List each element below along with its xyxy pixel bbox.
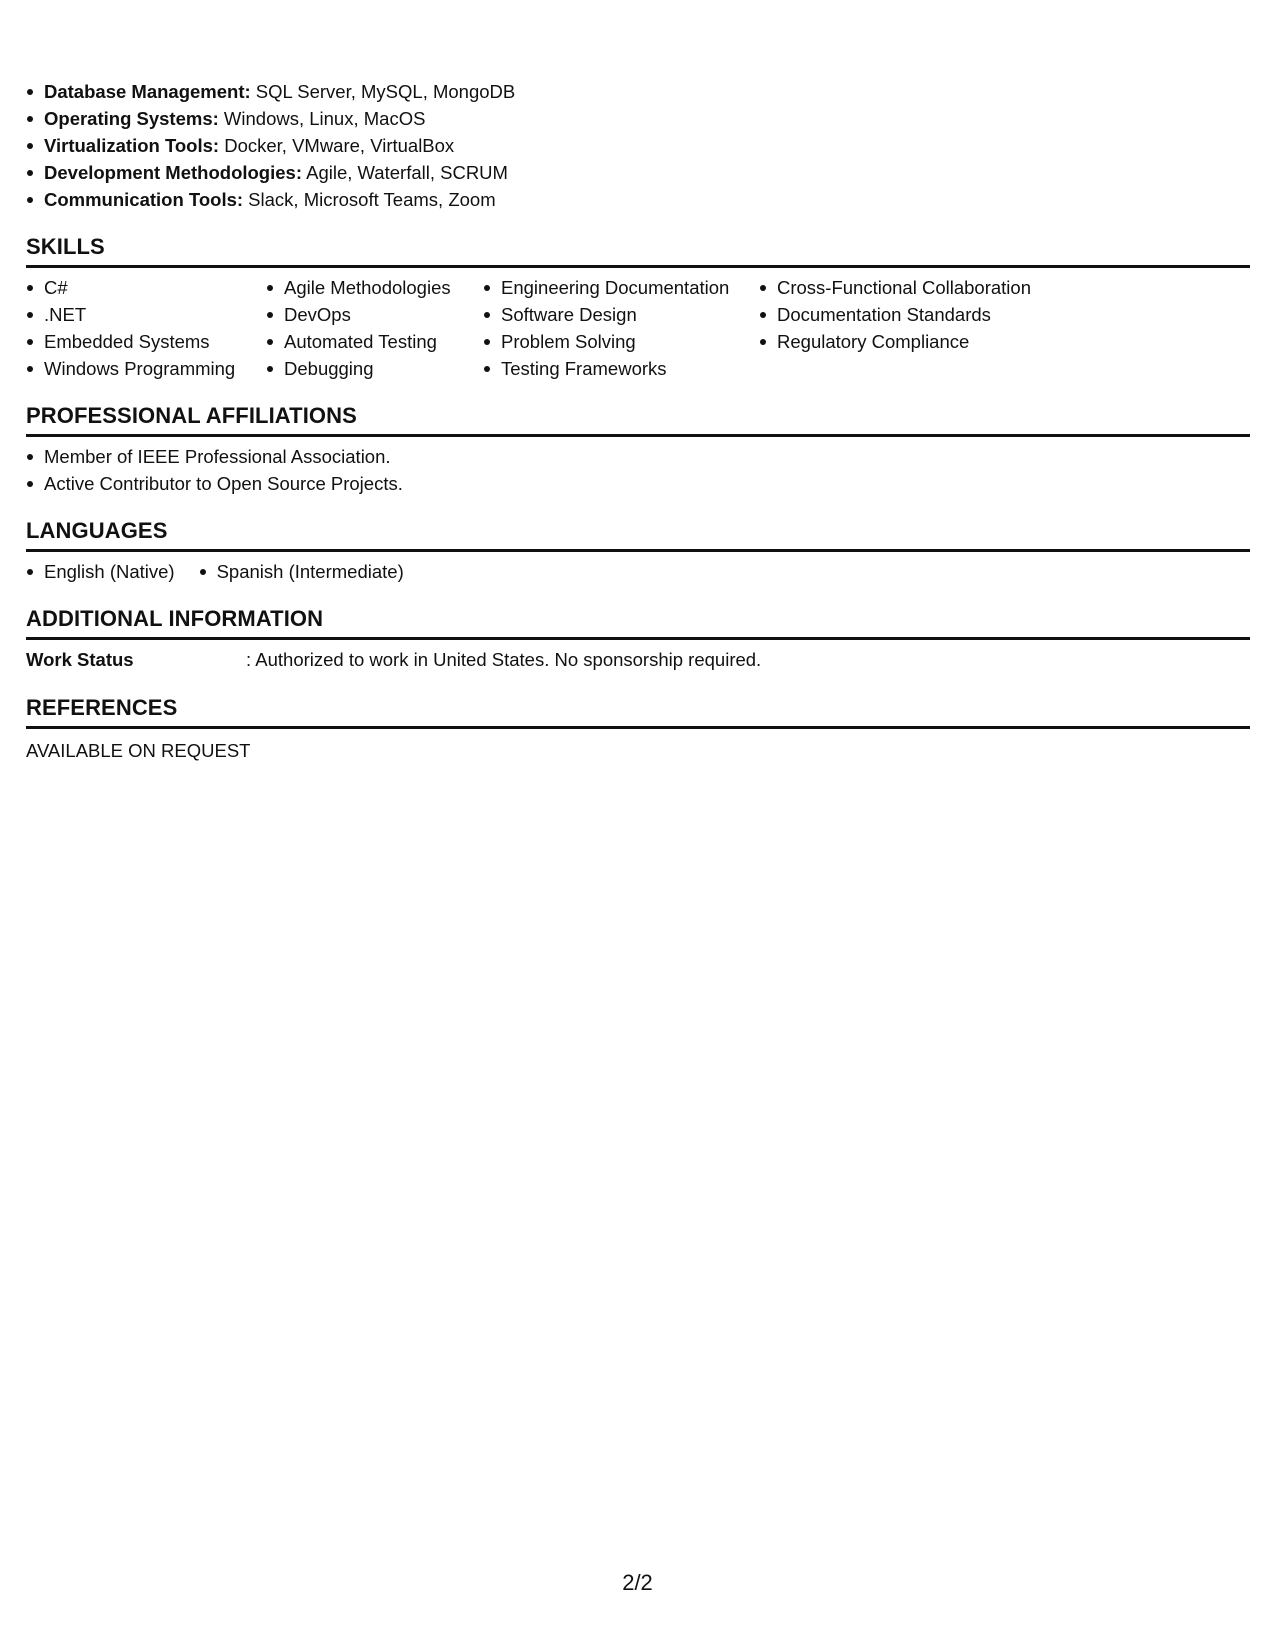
skills-heading: SKILLS bbox=[26, 233, 1250, 268]
list-item: Regulatory Compliance bbox=[759, 328, 1059, 355]
list-item: Member of IEEE Professional Association. bbox=[26, 443, 1250, 470]
languages-heading: LANGUAGES bbox=[26, 517, 1250, 552]
work-status-value: : Authorized to work in United States. No sponsorship required. bbox=[246, 649, 762, 670]
list-item: Debugging bbox=[266, 355, 483, 382]
list-item: Problem Solving bbox=[483, 328, 759, 355]
list-item: Development Methodologies: Agile, Waterfall, SCRUM bbox=[26, 159, 1250, 186]
list-item: DevOps bbox=[266, 301, 483, 328]
skills-grid bbox=[26, 274, 1250, 382]
list-item: Operating Systems: Windows, Linux, MacOS bbox=[26, 105, 1250, 132]
list-item: Active Contributor to Open Source Projects. bbox=[26, 470, 1250, 497]
list-item: .NET bbox=[26, 301, 266, 328]
list-item: Database Management: SQL Server, MySQL, MongoDB bbox=[26, 78, 1250, 105]
list-item: Spanish (Intermediate) bbox=[199, 558, 404, 585]
skills-column bbox=[26, 274, 266, 382]
affiliations-heading: PROFESSIONAL AFFILIATIONS bbox=[26, 402, 1250, 437]
list-item: Testing Frameworks bbox=[483, 355, 759, 382]
languages-list bbox=[26, 558, 1250, 585]
list-item: Agile Methodologies bbox=[266, 274, 483, 301]
list-item: Software Design bbox=[483, 301, 759, 328]
skills-column bbox=[266, 274, 483, 382]
list-item: Engineering Documentation bbox=[483, 274, 759, 301]
list-item: Communication Tools: Slack, Microsoft Teams, Zoom bbox=[26, 186, 1250, 213]
work-status-row bbox=[26, 646, 1250, 673]
list-item: English (Native) bbox=[26, 558, 175, 585]
references-heading: REFERENCES bbox=[26, 694, 1250, 729]
list-item: Windows Programming bbox=[26, 355, 266, 382]
references-text: AVAILABLE ON REQUEST bbox=[26, 740, 251, 761]
skills-column bbox=[483, 274, 759, 382]
technical-skills-list bbox=[26, 78, 1250, 213]
list-item: Virtualization Tools: Docker, VMware, VirtualBox bbox=[26, 132, 1250, 159]
affiliations-list bbox=[26, 443, 1250, 497]
resume-page bbox=[26, 78, 1250, 764]
list-item: Documentation Standards bbox=[759, 301, 1059, 328]
list-item: Embedded Systems bbox=[26, 328, 266, 355]
list-item: Cross-Functional Collaboration bbox=[759, 274, 1059, 301]
skills-column bbox=[759, 274, 1059, 382]
work-status-label: Work Status bbox=[26, 649, 134, 670]
list-item: C# bbox=[26, 274, 266, 301]
page-number: 2/2 bbox=[622, 1570, 653, 1595]
list-item: Automated Testing bbox=[266, 328, 483, 355]
additional-info-heading: ADDITIONAL INFORMATION bbox=[26, 605, 1250, 640]
